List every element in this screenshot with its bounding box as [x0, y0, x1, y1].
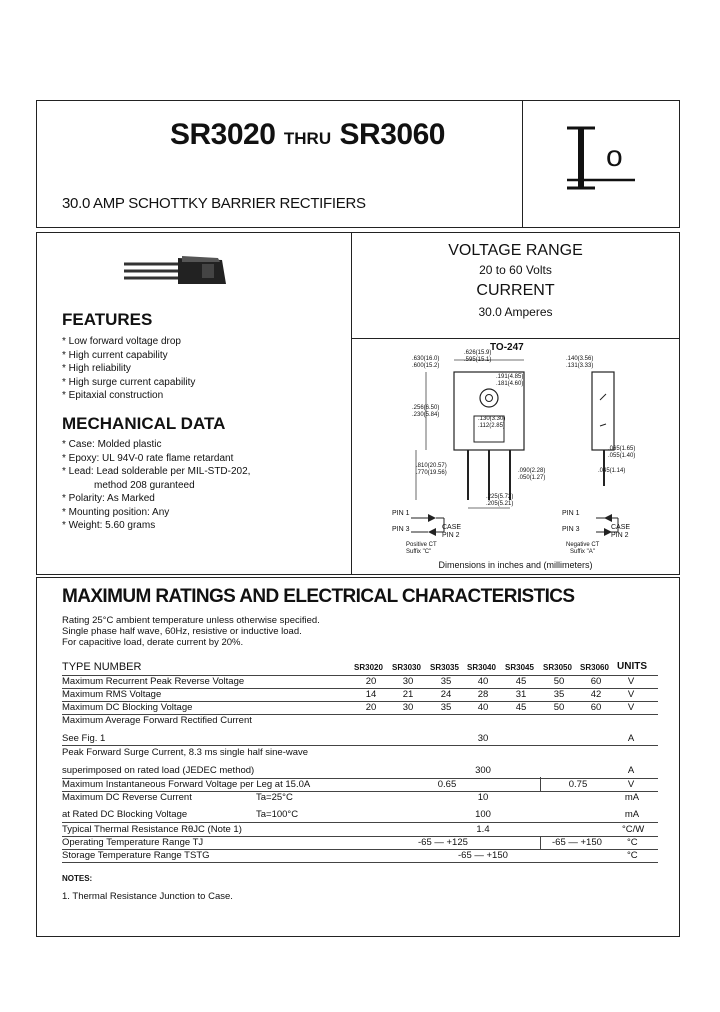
dim-label: .191(4.85) — [496, 374, 524, 380]
table-row — [0, 765, 720, 777]
unit: V — [627, 779, 635, 790]
dim-label: .205(5.21) — [486, 501, 514, 507]
table-row — [0, 779, 720, 791]
row-label: Typical Thermal Resistance RθJC (Note 1) — [62, 824, 242, 835]
dim-label: .090(2.28) — [518, 468, 546, 474]
logo-sub: o — [606, 140, 623, 173]
pin-label: CASE — [611, 524, 631, 531]
table-row — [0, 676, 720, 688]
row-label: Operating Temperature Range TJ — [62, 837, 204, 848]
current-title: CURRENT — [476, 282, 555, 299]
mechanical-title: MECHANICAL DATA — [62, 414, 226, 433]
row-label: Maximum RMS Voltage — [62, 689, 162, 700]
column-header: SR3045 — [505, 663, 534, 672]
notes-title: NOTES: — [62, 874, 93, 883]
unit: V — [627, 689, 635, 700]
table-rule — [62, 822, 658, 823]
dim-label: .600(15.2) — [412, 363, 440, 369]
cell: 30 — [477, 733, 489, 744]
cell: 60 — [590, 702, 602, 713]
cell: -65 — +150 — [552, 837, 602, 848]
cell: 45 — [515, 676, 527, 687]
dim-label: .810(20.57) — [416, 463, 447, 469]
io-logo — [560, 120, 640, 200]
cell: 1.4 — [476, 824, 490, 835]
row-label: Maximum Instantaneous Forward Voltage per Leg at 15.0A — [62, 779, 311, 790]
dim-label: .045(1.14) — [598, 468, 626, 474]
cell: 20 — [365, 702, 377, 713]
mechanical-item: * Case: Molded plastic — [62, 439, 162, 450]
table-row — [0, 733, 720, 745]
subtitle: 30.0 AMP SCHOTTKY BARRIER RECTIFIERS — [62, 195, 366, 212]
type-number-label: TYPE NUMBER — [62, 661, 142, 673]
row-label: at Rated DC Blocking Voltage — [62, 809, 188, 820]
suffix-label: Suffix "C" — [406, 549, 432, 555]
table-row — [0, 702, 720, 714]
mechanical-item: * Epoxy: UL 94V-0 rate flame retardant — [62, 452, 234, 464]
mechanical-item: * Lead: Lead solderable per MIL-STD-202, — [62, 466, 251, 477]
dim-label: .181(4.60) — [496, 381, 524, 387]
column-header: SR3040 — [467, 663, 496, 672]
cell: 30 — [402, 676, 414, 687]
dim-label: .230(5.84) — [412, 412, 440, 418]
cell: 45 — [515, 702, 527, 713]
cell: 50 — [553, 676, 565, 687]
dim-label: .140(3.56) — [566, 356, 594, 362]
dim-label: .055(1.40) — [608, 453, 636, 459]
dim-label: .130(3.30) — [478, 416, 506, 422]
unit: mA — [624, 792, 640, 803]
pin-label: PIN 3 — [392, 526, 410, 533]
row-label: Maximum DC Blocking Voltage — [62, 702, 193, 713]
dim-label: .626(15.9) — [464, 350, 492, 356]
pin-label: PIN 2 — [611, 532, 629, 539]
suffix-label: Negative CT — [566, 542, 600, 548]
table-row — [0, 824, 720, 836]
dim-label: .630(16.0) — [412, 356, 440, 362]
voltage-range-value: 20 to 60 Volts — [479, 263, 552, 277]
unit: V — [627, 676, 635, 687]
dim-label: .595(15.1) — [464, 357, 492, 363]
unit: mA — [624, 809, 640, 820]
cell: 50 — [553, 702, 565, 713]
table-row — [0, 850, 720, 862]
table-row — [0, 689, 720, 701]
cell: 30 — [402, 702, 414, 713]
table-rule — [62, 862, 658, 863]
cell: 0.65 — [437, 779, 457, 790]
cell: 42 — [590, 689, 602, 700]
dimensions-caption: Dimensions in inches and (millimeters) — [438, 560, 593, 570]
part-from: SR3020 — [170, 118, 276, 151]
component-image — [122, 254, 232, 294]
cell: 28 — [477, 689, 489, 700]
package-drawing — [356, 350, 676, 560]
part-title — [170, 118, 445, 152]
package-name: TO-247 — [490, 342, 524, 353]
unit: °C — [627, 837, 638, 848]
column-header: SR3030 — [392, 663, 421, 672]
dim-label: .131(3.33) — [566, 363, 594, 369]
current-value: 30.0 Amperes — [478, 305, 553, 319]
cell: 300 — [475, 765, 491, 776]
cell: 0.75 — [568, 779, 588, 790]
cell: 24 — [440, 689, 452, 700]
table-row — [0, 715, 720, 727]
ratings-title: MAXIMUM RATINGS AND ELECTRICAL CHARACTERISTICS — [62, 586, 575, 607]
features-title: FEATURES — [62, 310, 153, 329]
dim-label: .112(2.85) — [478, 423, 505, 429]
table-row — [0, 809, 720, 821]
voltage-range-title: VOLTAGE RANGE — [448, 242, 583, 259]
intro-note: Single phase half wave, 60Hz, resistive or inductive load. — [62, 626, 302, 637]
row-label: Storage Temperature Range TSTG — [62, 850, 210, 861]
cell: 40 — [477, 702, 489, 713]
table-row — [0, 747, 720, 759]
row-condition: Ta=100°C — [256, 809, 299, 820]
package-divider — [351, 338, 680, 339]
unit: V — [627, 702, 635, 713]
cell: 14 — [365, 689, 377, 700]
pin-label: PIN 1 — [392, 510, 410, 517]
note-item: 1. Thermal Resistance Junction to Case. — [62, 891, 233, 902]
intro-note: For capacitive load, derate current by 20%. — [62, 637, 244, 648]
mechanical-item: * Polarity: As Marked — [62, 493, 155, 504]
units-header: UNITS — [617, 661, 647, 672]
feature-item: * High current capability — [62, 349, 168, 361]
mechanical-list — [62, 438, 250, 533]
cell: 21 — [402, 689, 414, 700]
mechanical-item: * Mounting position: Any — [62, 506, 170, 518]
feature-item: * Epitaxial construction — [62, 390, 164, 401]
features-list — [62, 335, 195, 403]
feature-item: * High surge current capability — [62, 376, 196, 388]
row-condition: Ta=25°C — [256, 792, 293, 803]
row-label: Maximum Average Forward Rectified Current — [62, 715, 252, 726]
table-row — [0, 837, 720, 849]
row-label: Maximum Recurrent Peak Reverse Voltage — [62, 676, 245, 687]
part-to: SR3060 — [339, 118, 445, 151]
row-label: superimposed on rated load (JEDEC method) — [62, 765, 255, 776]
cell: 10 — [477, 792, 489, 803]
dim-label: .225(5.72) — [486, 494, 514, 500]
column-header: SR3035 — [430, 663, 459, 672]
mechanical-item: method 208 guranteed — [94, 479, 195, 491]
column-header: SR3060 — [580, 663, 609, 672]
unit: A — [627, 765, 635, 776]
row-label: Maximum DC Reverse Current — [62, 792, 192, 803]
thru-label: THRU — [283, 129, 332, 148]
row-label: See Fig. 1 — [62, 733, 106, 744]
unit: A — [627, 733, 635, 744]
cell: 100 — [475, 809, 491, 820]
cell: 35 — [553, 689, 565, 700]
dim-label: .065(1.65) — [608, 446, 636, 452]
pin-label: CASE — [442, 524, 462, 531]
cell: 60 — [590, 676, 602, 687]
io-logo-graphic — [560, 120, 640, 200]
suffix-label: Positive CT — [406, 542, 437, 548]
cell: 40 — [477, 676, 489, 687]
dim-label: .050(1.27) — [518, 475, 546, 481]
column-header: SR3050 — [543, 663, 572, 672]
table-row — [0, 792, 720, 804]
cell: 35 — [440, 676, 452, 687]
pin-label: PIN 1 — [562, 510, 580, 517]
feature-item: * High reliability — [62, 363, 131, 374]
pin-label: PIN 2 — [442, 532, 460, 539]
cell: -65 — +125 — [418, 837, 468, 848]
table-rule — [62, 745, 658, 746]
column-header: SR3020 — [354, 663, 383, 672]
cell: 20 — [365, 676, 377, 687]
cell: -65 — +150 — [458, 850, 508, 861]
row-label: Peak Forward Surge Current, 8.3 ms single half sine-wave — [62, 747, 309, 758]
dim-label: .256(6.50) — [412, 405, 440, 411]
mechanical-item: * Weight: 5.60 grams — [62, 520, 156, 531]
dim-label: .770(19.56) — [416, 470, 447, 476]
cell: 31 — [515, 689, 527, 700]
suffix-label: Suffix "A" — [570, 549, 595, 555]
unit: °C — [627, 850, 638, 861]
intro-note: Rating 25°C ambient temperature unless otherwise specified. — [62, 615, 320, 626]
header-divider — [522, 100, 523, 228]
pin-label: PIN 3 — [562, 526, 580, 533]
feature-item: * Low forward voltage drop — [62, 336, 181, 347]
cell: 35 — [440, 702, 452, 713]
unit: °C/W — [622, 824, 645, 835]
